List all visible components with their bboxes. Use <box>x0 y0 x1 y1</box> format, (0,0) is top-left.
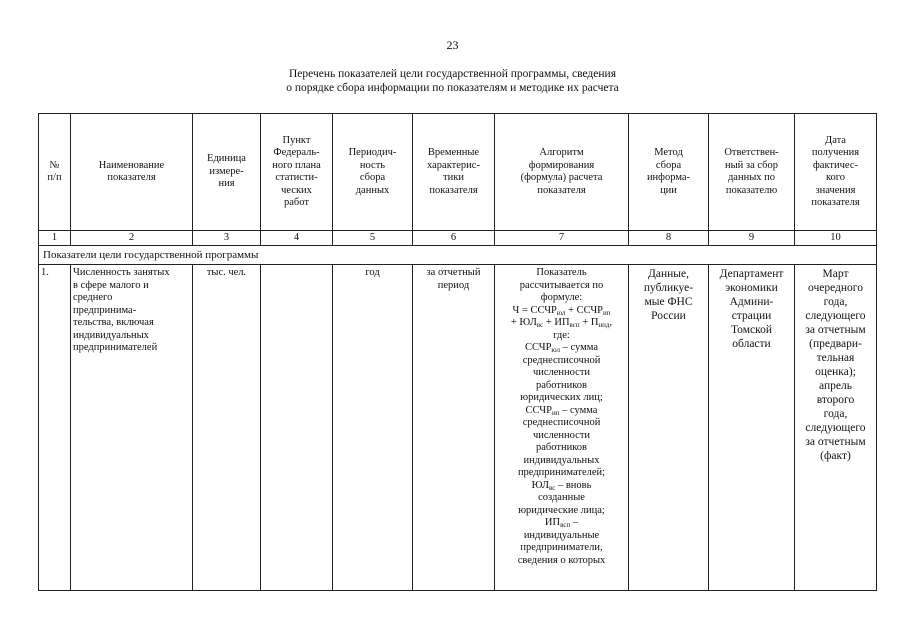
header-cell-number: № п/п <box>39 114 71 231</box>
header-cell-time-characteristics: Временные характерис- тики показателя <box>413 114 495 231</box>
row-number: 1. <box>39 265 71 591</box>
document-title-line-2: о порядке сбора информации по показателям и методике их расчета <box>286 82 619 94</box>
formula-line-1: Ч = ССЧРюл + ССЧРип <box>512 304 611 317</box>
formula-block: Показатель рассчитывается по формуле: Ч = ССЧРюл + ССЧРип + ЮЛвс + ИПвсп + Пнпд, где: ССЧРюл – сумма среднесписочной численности работников юридических лиц; ССЧРип – сумма среднесписочной численности работников индивидуальных предпринимателей; ЮЛвс – вновь созданные юридические лица; ИПвсп – индивидуальные предприниматели, сведения о которых <box>497 267 626 567</box>
header-cell-plan-item: Пункт Федераль- ного плана статисти- ческих работ <box>261 114 333 231</box>
header-cell-name: Наименование показателя <box>71 114 193 231</box>
indicator-algorithm <box>495 265 629 591</box>
header-cell-date: Дата получения фактичес- кого значения показателя <box>795 114 877 231</box>
column-number: 3 <box>193 231 261 246</box>
column-number: 2 <box>71 231 193 246</box>
table-row <box>39 265 877 591</box>
formula-line-2: + ЮЛвс + ИПвсп + Пнпд, <box>510 317 613 329</box>
column-number: 10 <box>795 231 877 246</box>
indicator-periodicity: год <box>333 265 413 591</box>
column-number: 5 <box>333 231 413 246</box>
column-number: 1 <box>39 231 71 246</box>
column-number: 4 <box>261 231 333 246</box>
indicator-responsible: Департамент экономики Админи- страции Томской области <box>709 265 795 591</box>
column-number: 8 <box>629 231 709 246</box>
header-cell-periodicity: Периодич- ность сбора данных <box>333 114 413 231</box>
header-cell-unit: Единица измере- ния <box>193 114 261 231</box>
indicator-name: Численность занятых в сфере малого и среднего предпринима- тельства, включая индивидуальных предпринимателей <box>71 265 193 591</box>
indicator-date: Март очередного года, следующего за отчетным (предвари- тельная оценка); апрель второго года, следующего за отчетным (факт) <box>795 265 877 591</box>
column-number: 9 <box>709 231 795 246</box>
table-header-row <box>39 114 877 231</box>
document-title-line-1: Перечень показателей цели государственной программы, сведения <box>288 68 616 80</box>
column-number: 7 <box>495 231 629 246</box>
header-cell-algorithm: Алгоритм формирования (формула) расчета показателя <box>495 114 629 231</box>
column-number-row <box>39 231 877 246</box>
indicator-unit: тыс. чел. <box>193 265 261 591</box>
section-row <box>39 246 877 265</box>
header-cell-method: Метод сбора информа- ции <box>629 114 709 231</box>
indicators-table <box>38 113 877 591</box>
indicator-time-characteristics: за отчетный период <box>413 265 495 591</box>
indicator-method: Данные, публикуе- мые ФНС России <box>629 265 709 591</box>
header-cell-responsible: Ответствен- ный за сбор данных по показателю <box>709 114 795 231</box>
column-number: 6 <box>413 231 495 246</box>
document-title <box>0 67 905 95</box>
indicator-plan-item <box>261 265 333 591</box>
section-title: Показатели цели государственной программы <box>39 246 877 265</box>
page-number: 23 <box>446 38 459 52</box>
